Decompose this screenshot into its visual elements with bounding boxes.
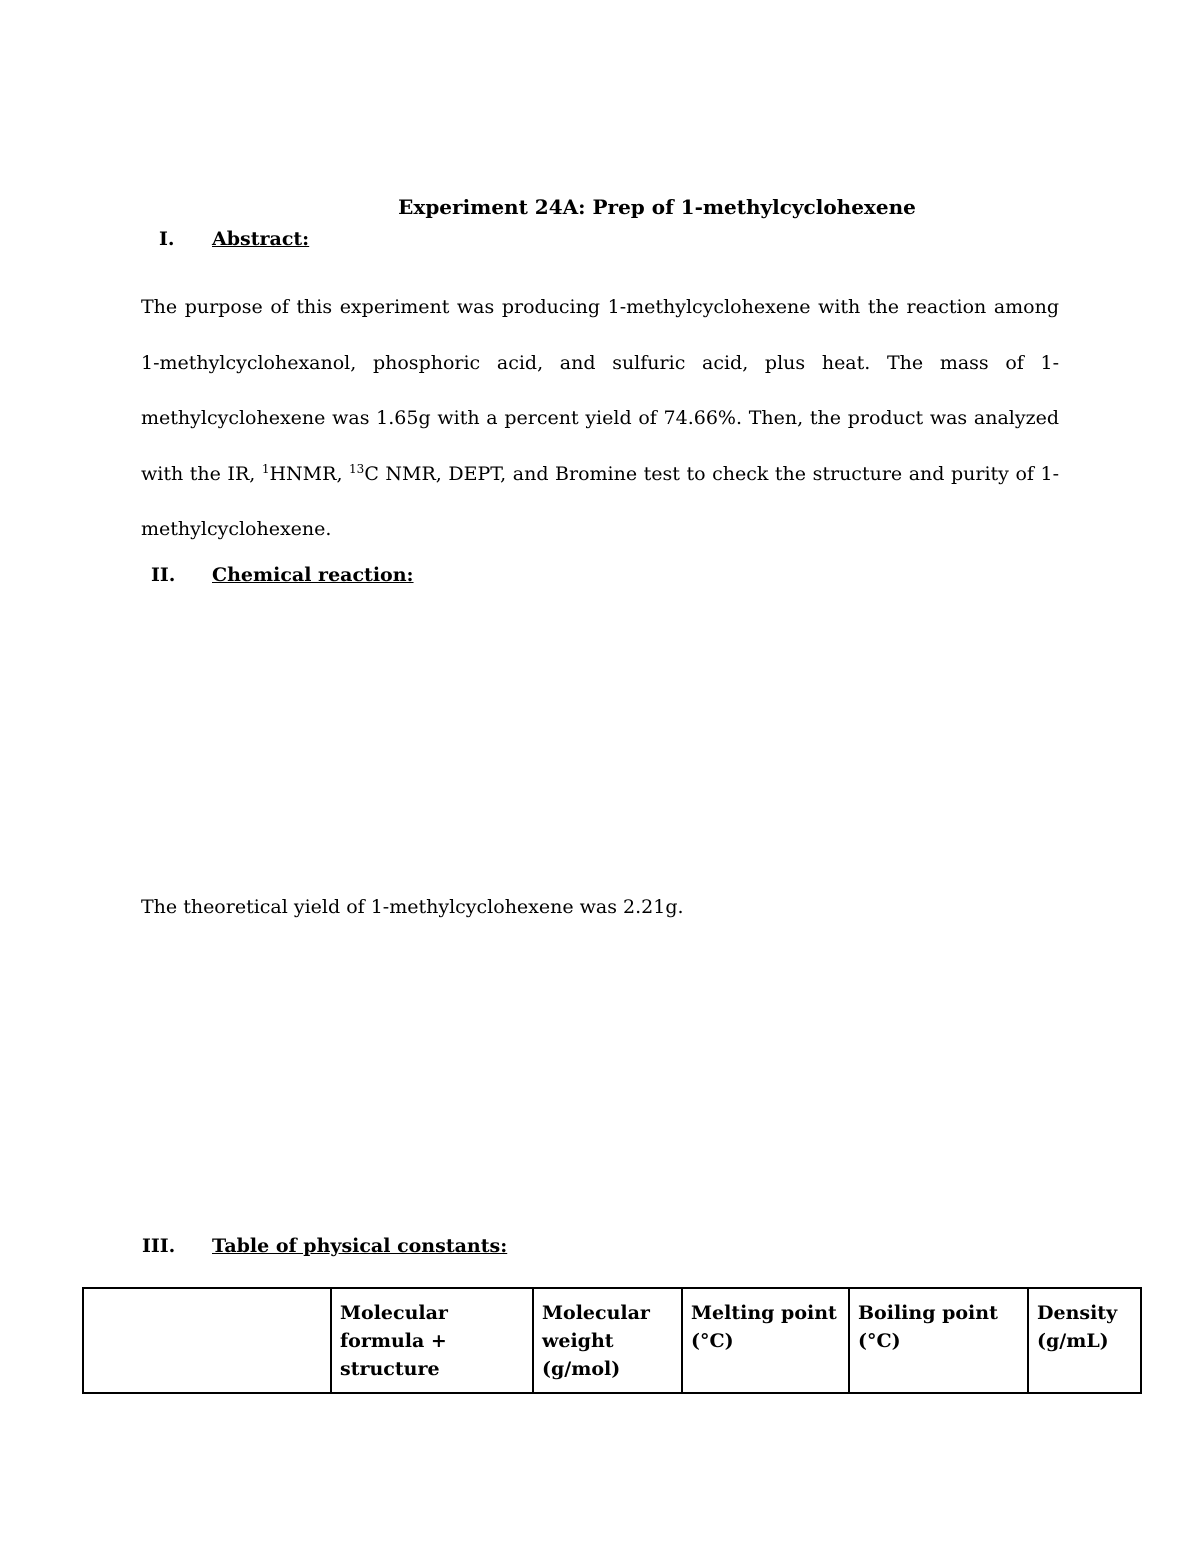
abstract-text: C NMR, DEPT, and Bromine test to check the structure and purity of 1-methylcyclohexene.: [141, 462, 1059, 540]
superscript: 13: [349, 461, 365, 476]
table-header-row: [83, 1288, 1141, 1393]
section-number: III.: [142, 1235, 176, 1257]
section-heading-reaction: [151, 564, 414, 586]
table-header-cell: Melting point (°C): [682, 1288, 849, 1393]
section-title: Table of physical constants:: [212, 1235, 508, 1257]
section-heading-constants: [142, 1235, 507, 1257]
abstract-text: The purpose of this experiment was producing 1-methylcyclohexene with the reaction among 1-methylcyclohexanol, phosphoric acid, and sulfuric acid, plus heat. The mass of 1-methylcyclohexene was 1.65g with a percent yield of 74.66%. Then, the product was analyzed with the IR,: [141, 296, 1059, 485]
section-number: II.: [151, 564, 176, 586]
section-heading-abstract: [159, 228, 309, 250]
section-number: I.: [159, 228, 175, 250]
table-header-cell: Density (g/mL): [1028, 1288, 1141, 1393]
page-title: Experiment 24A: Prep of 1-methylcyclohexene: [398, 195, 916, 219]
section-title: Chemical reaction:: [212, 564, 414, 586]
theoretical-yield-text: The theoretical yield of 1-methylcyclohexene was 2.21g.: [141, 896, 684, 918]
physical-constants-table: [82, 1287, 1142, 1394]
section-title: Abstract:: [212, 228, 310, 250]
table-header-cell: Molecular formula + structure: [331, 1288, 533, 1393]
abstract-paragraph: [141, 280, 1059, 558]
table-header-cell: [83, 1288, 331, 1393]
superscript: 1: [261, 461, 270, 476]
abstract-text: HNMR,: [269, 462, 350, 485]
table-header-cell: Boiling point (°C): [849, 1288, 1028, 1393]
table-header-cell: Molecular weight (g/mol): [533, 1288, 682, 1393]
